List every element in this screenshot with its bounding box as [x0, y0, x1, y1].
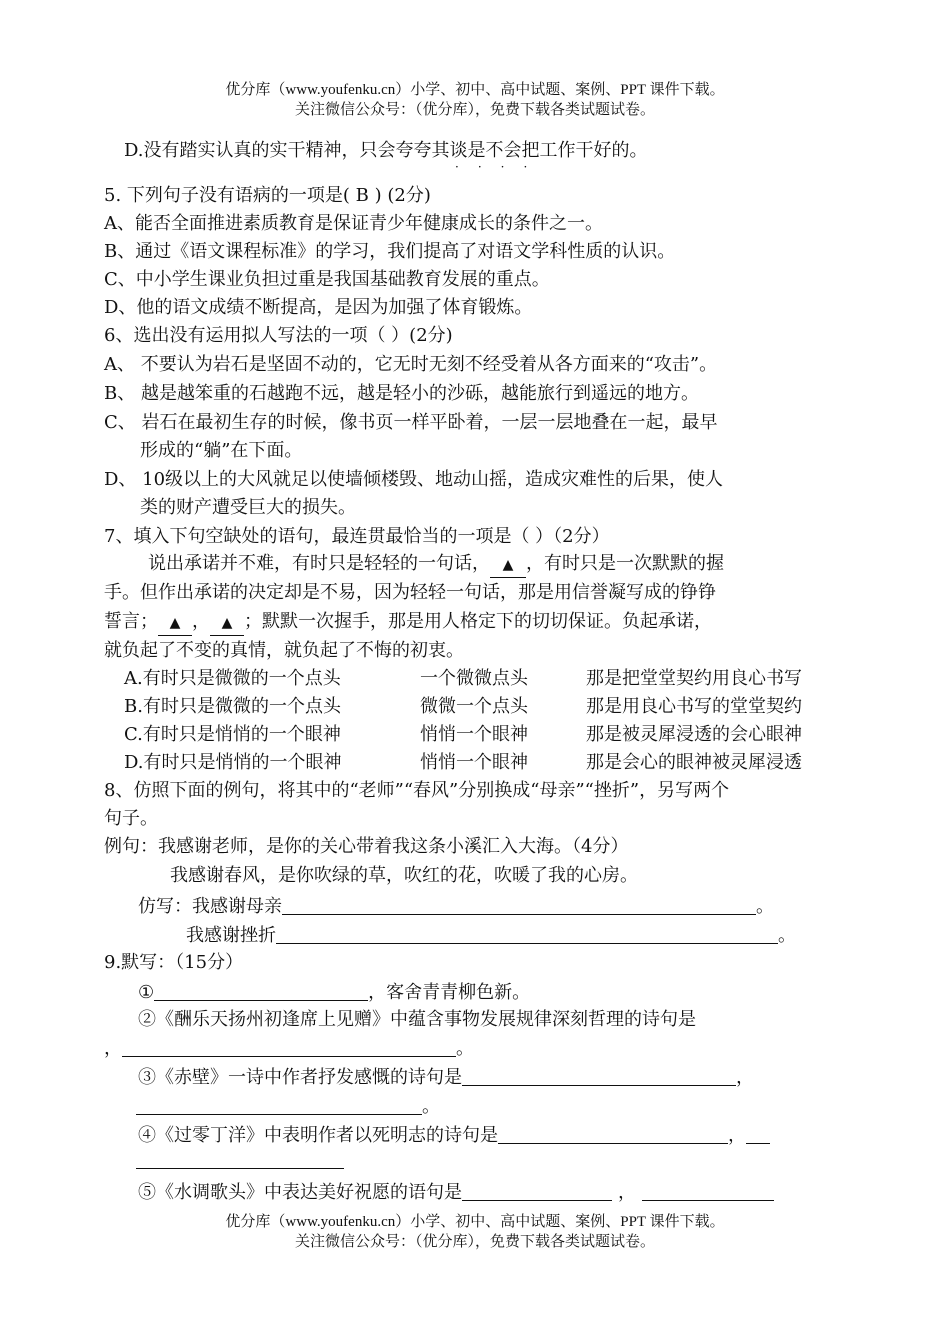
q9-item-5: ⑤《水调歌头》中表达美好祝愿的语句是 ，	[138, 1180, 774, 1205]
q5-option-c: C、中小学生课业负担过重是我国基础教育发展的重点。	[104, 269, 550, 290]
q9-answer-5b[interactable]	[642, 1180, 774, 1201]
q9-item-1: ① ，客舍青青柳色新。	[138, 982, 531, 1003]
q8-stem-line2: 句子。	[104, 808, 158, 829]
q7-passage-line4: 就负起了不变的真情，就负起了不悔的初衷。	[104, 640, 464, 661]
q7-passage-line1: 说出承诺并不难，有时只是轻轻的一句话， ▲ ，有时只是一次默默的握	[148, 552, 724, 578]
q9-item-4: ④《过零丁洋》中表明作者以死明志的诗句是 ，	[138, 1123, 770, 1148]
q9-answer-5a[interactable]	[462, 1180, 612, 1201]
q7-option-b-col2: 微微一个点头	[420, 696, 528, 717]
q8-example-2: 我感谢春风，是你吹绿的草，吹红的花，吹暖了我的心房。	[170, 865, 638, 886]
emphasis-dots: ····	[455, 160, 547, 174]
q8-answer-line-2[interactable]	[276, 923, 778, 944]
q7-option-c-col2: 悄悄一个眼神	[420, 724, 528, 745]
q9-answer-4a[interactable]	[498, 1123, 728, 1144]
q7-option-a-col3: 那是把堂堂契约用良心书写	[586, 668, 802, 689]
header-line-2: 关注微信公众号：（优分库），免费下载各类试题试卷。	[294, 102, 655, 118]
q9-answer-4b-start[interactable]	[746, 1123, 770, 1144]
q7-stem: 7、填入下句空缺处的语句，最连贯最恰当的一项是（ ）（2分）	[104, 526, 610, 547]
q6-option-a: A、 不要认为岩石是坚固不动的，它无时无刻不经受着从各方面来的“攻击”。	[104, 354, 718, 375]
q9-item-3-answer-row: 。	[136, 1094, 440, 1119]
q7-blank-3: ▲	[210, 611, 244, 636]
q7-option-c-col1: C.有时只是悄悄的一个眼神	[124, 724, 341, 745]
q8-answer-line-1[interactable]	[282, 894, 756, 915]
q9-item-2-answer-row: ， 。	[104, 1038, 474, 1059]
q7-blank-2: ▲	[158, 611, 192, 636]
q7-option-b-col1: B.有时只是微微的一个点头	[124, 696, 341, 717]
q5-option-d: D、他的语文成绩不断提高，是因为加强了体育锻炼。	[104, 297, 533, 318]
q9-answer-3b[interactable]	[136, 1094, 422, 1115]
q9-answer-3a[interactable]	[462, 1065, 736, 1086]
q7-option-d-col2: 悄悄一个眼神	[420, 752, 528, 773]
q9-answer-1[interactable]	[154, 980, 368, 1001]
q6-option-c-line1: C、 岩石在最初生存的时候，像书页一样平卧着，一层一层地叠在一起，最早	[104, 412, 718, 433]
q7-option-a-col2: 一个微微点头	[420, 668, 528, 689]
q8-stem-line1: 8、仿照下面的例句，将其中的“老师”“春风”分别换成“母亲”“挫折”，另写两个	[104, 780, 730, 801]
q9-item-3: ③《赤壁》一诗中作者抒发感慨的诗句是 ，	[138, 1067, 754, 1088]
q8-example-1: 例句：我感谢老师，是你的关心带着我这条小溪汇入大海。（4分）	[104, 836, 629, 857]
q7-option-a-col1: A.有时只是微微的一个点头	[124, 668, 341, 689]
footer-line-1: 优分库（www.youfenku.cn）小学、初中、高中试题、案例、PPT 课件下载。	[225, 1214, 725, 1230]
q9-item-2: ②《酬乐天扬州初逢席上见赠》中蕴含事物发展规律深刻哲理的诗句是	[138, 1009, 696, 1030]
q7-option-c-col3: 那是被灵犀浸透的会心眼神	[586, 724, 802, 745]
q7-option-d-col1: D.有时只是悄悄的一个眼神	[124, 752, 342, 773]
q6-option-d-line2: 类的财产遭受巨大的损失。	[140, 497, 356, 518]
q9-answer-2[interactable]	[122, 1036, 456, 1057]
q5-option-a: A、能否全面推进素质教育是保证青少年健康成长的条件之一。	[104, 213, 603, 234]
q7-passage-line3: 誓言； ▲ ， ▲ ；默默一次握手，那是用人格定下的切切保证。负起承诺，	[104, 610, 712, 636]
q5-answer: B	[355, 185, 369, 206]
q6-option-d-line1: D、 10级以上的大风就足以使墙倾楼毁、地动山摇，造成灾难性的后果，使人	[104, 469, 724, 490]
q6-option-b: B、 越是越笨重的石越跑不远，越是轻小的沙砾，越能旅行到遥远的地方。	[104, 383, 699, 404]
q7-blank-1: ▲	[490, 553, 526, 578]
q8-write-2: 我感谢挫折 。	[186, 925, 796, 946]
q9-stem: 9.默写：（15分）	[104, 952, 244, 973]
q7-option-d-col3: 那是会心的眼神被灵犀浸透	[586, 752, 802, 773]
q7-passage-line2: 手。但作出承诺的决定却是不易，因为轻轻一句话，那是用信誉凝写成的铮铮	[104, 582, 716, 603]
q5-option-b: B、通过《语文课程标准》的学习，我们提高了对语文学科性质的认识。	[104, 241, 676, 262]
q6-option-c-line2: 形成的“躺”在下面。	[140, 440, 303, 461]
footer-line-2: 关注微信公众号：（优分库），免费下载各类试题试卷。	[294, 1234, 655, 1250]
q9-answer-4b[interactable]	[136, 1148, 344, 1169]
q7-option-b-col3: 那是用良心书写的堂堂契约	[586, 696, 802, 717]
q9-item-4-answer-row	[136, 1148, 344, 1173]
q6-stem: 6、选出没有运用拟人写法的一项（ ）(2分)	[104, 325, 453, 346]
header-line-1: 优分库（www.youfenku.cn）小学、初中、高中试题、案例、PPT 课件下载。	[225, 82, 725, 98]
q8-write-1: 仿写：我感谢母亲 。	[138, 896, 774, 917]
q5-stem: 5. 下列句子没有语病的一项是( B ) (2分)	[104, 185, 431, 206]
q4-option-d: D.没有踏实认真的实干精神，只会夸夸其谈是不会把工作干好的。	[124, 140, 648, 161]
